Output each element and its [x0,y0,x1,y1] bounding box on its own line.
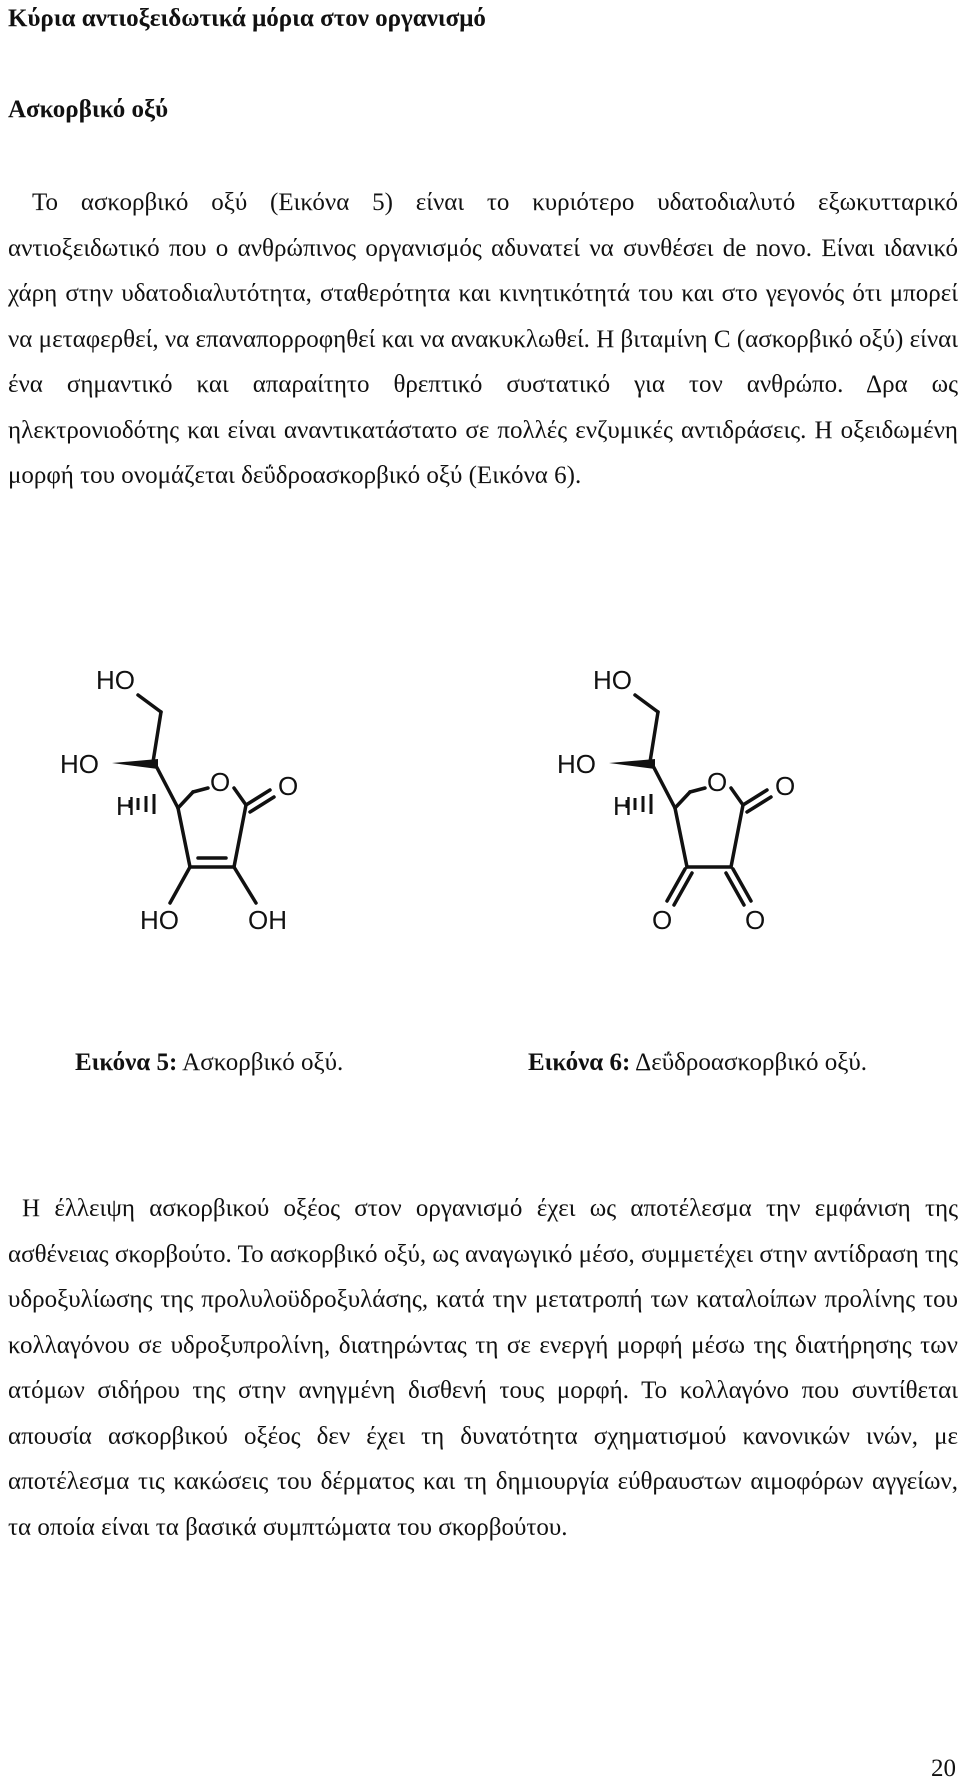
paragraph-scurvy: Η έλλειψη ασκορβικού οξέος στον οργανισμό έχει ως αποτέλεσμα την εμφάνιση της ασθένειας σκορβούτο. Το ασκορβικό οξύ, ως αναγωγικό μέσο, συμμετέχει στην αντίδραση της υδροξυλίωσης της προλυλοϋδροξυλάσης, κατά την μετατροπή των καταλοίπων προλίνης του κολλαγόνου σε υδροξυπρολίνη, διατηρώντας τη σε ενεργή μορφή μέσω της διατήρησης των ατόμων σιδήρου της στην ανηγμένη δισθενή τους μορφή. Το κολλαγόνο που συντίθεται απουσία ασκορβικού οξέος δεν έχει τη δυνατότητα σχηματισμού κανονικών ινών, με αποτέλεσμα τις κακώσεις του δέρματος και τη δημιουργία εύθραυστων αιμοφόρων αγγείων, τα οποία είναι τα βασικά συμπτώματα του σκορβούτου. [8,1195,958,1541]
label-o-bottom-left: O [652,905,673,935]
caption-text: Δεΰδροασκορβικό οξύ. [630,1049,867,1076]
label-o-ring: O [707,767,728,797]
caption-figure-5 [75,1048,343,1078]
label-h: H [613,791,632,821]
label-ho-top: HO [96,665,135,695]
label-o-carbonyl: O [278,771,299,801]
ascorbic-acid-structure [58,655,358,965]
section-heading: Κύρια αντιοξειδωτικά μόρια στον οργανισμό [8,5,486,32]
label-ho-side: HO [557,749,596,779]
subsection-heading: Ασκορβικό οξύ [8,96,169,123]
label-oh-bottom: OH [248,905,287,935]
label-o-bottom-right: O [745,905,766,935]
label-o-carbonyl: O [775,771,796,801]
label-h: H [116,791,135,821]
label-o-ring: O [210,767,231,797]
paragraph-ascorbic-intro: Το ασκορβικό οξύ (Εικόνα 5) είναι το κυριότερο υδατοδιαλυτό εξωκυτταρικό αντιοξειδωτικό που ο ανθρώπινος οργανισμός αδυνατεί να συνθέσει de novo. Είναι ιδανικό χάρη στην υδατοδιαλυτότητα, σταθερότητα και κινητικότητά του και στο γεγονός ότι μπορεί να μεταφερθεί, να επαναπορροφηθεί και να ανακυκλωθεί. Η βιταμίνη C (ασκορβικό οξύ) είναι ένα σημαντικό και απαραίτητο θρεπτικό συστατικό για τον ανθρώπο. Δρα ως ηλεκτρονιοδότης και είναι αναντικατάστατο σε πολλές ενζυμικές αντιδράσεις. Η οξειδωμένη μορφή του ονομάζεται δεΰδροασκορβικό οξύ (Εικόνα 6). [8,189,958,489]
figure-dehydroascorbic-acid [555,655,855,965]
caption-label: Εικόνα 6: [528,1049,631,1076]
caption-text: Ασκορβικό οξύ. [177,1049,344,1076]
caption-figure-6 [528,1048,867,1078]
label-ho-top: HO [593,665,632,695]
label-ho-side: HO [60,749,99,779]
label-ho-bottom: HO [140,905,179,935]
caption-label: Εικόνα 5: [75,1049,178,1076]
page-number: 20 [931,1755,956,1782]
dehydroascorbic-acid-structure [555,655,855,965]
figure-ascorbic-acid [58,655,358,965]
